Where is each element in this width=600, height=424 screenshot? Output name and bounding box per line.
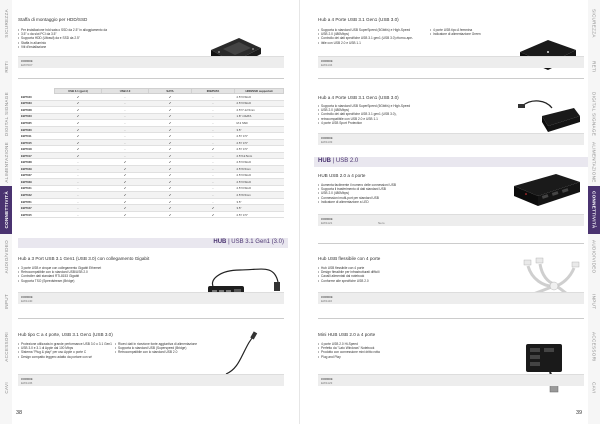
section-title-usb31: HUB | USB 3.1 Gen1 (3.0) xyxy=(213,239,284,245)
left-tab-accessori[interactable]: ACCESSORI xyxy=(3,332,9,362)
feature-cell: ✔ xyxy=(102,192,149,199)
feature-cell: ✔ xyxy=(102,198,149,205)
product-code-cell: EW7038 xyxy=(20,159,55,166)
feature-cell: - xyxy=(192,166,235,173)
feature-cell: - xyxy=(102,94,149,101)
left-tab-audio-video[interactable]: AUDIO/VIDEO xyxy=(3,240,9,274)
page-gutter xyxy=(299,0,300,424)
code-box-hub-typec: CODICE EW1136 xyxy=(18,374,284,386)
product-code-cell: EW7015 xyxy=(20,139,55,146)
feature-cell: - xyxy=(55,205,102,212)
feature-cell: - xyxy=(192,179,235,186)
product-code-cell: EW7041 xyxy=(20,185,55,192)
feature-cell: ✔ xyxy=(55,146,102,153)
feature-cell: - xyxy=(102,120,149,127)
feature-cell: ✔ xyxy=(55,152,102,159)
feature-cell: ✔ xyxy=(149,133,192,140)
divider xyxy=(18,78,284,79)
hdd-support-cell: 3.5" xyxy=(235,126,284,133)
hdd-support-cell: 2.5"/3.5inch xyxy=(235,100,284,107)
hdd-support-cell: 3.5" xyxy=(235,198,284,205)
hdd-support-cell: 2.5"/ 3.5" xyxy=(235,139,284,146)
hdd-support-cell: 2.5"/ 3.5" xyxy=(235,133,284,140)
left-tab-alimentazione[interactable]: ALIMENTAZIONE xyxy=(3,141,9,183)
table-row xyxy=(20,211,284,218)
divider xyxy=(318,78,584,79)
code-box-hub-usb20-4port: CODICE EW1121 Nero xyxy=(318,214,584,226)
feature-cell: - xyxy=(192,94,235,101)
product-code-cell: EW7051 xyxy=(20,198,55,205)
right-tab-input[interactable]: INPUT xyxy=(591,294,597,310)
feature-cell: - xyxy=(192,192,235,199)
product-title-hub-gigabit: Hub a 3 Port USB 3.1 Gen1 (USB 3.0) con collegamento Gigabit xyxy=(18,256,150,261)
feature-cell: ✔ xyxy=(149,185,192,192)
product-code-cell: EW7033 xyxy=(20,100,55,107)
page-number-right: 39 xyxy=(576,410,583,416)
page-number-left: 38 xyxy=(16,410,23,416)
product-features-hub4-b: • Supporta lo standard USB SuperSpeed (5Gbit/s) e High-Speed • USB 2.0 (480Mbps) • Controllo dei dati specifiche USB 3.1 gen1 (USB 3.0), • retrocompatibile con USB 2.0 e USB 1.1 • 4 porte USB Sport Protection xyxy=(318,104,410,125)
feature-cell: ✔ xyxy=(149,100,192,107)
feature-cell: - xyxy=(55,192,102,199)
feature-cell: ✔ xyxy=(149,152,192,159)
hub4-a-image xyxy=(512,30,582,75)
product-code-cell: EW7025 xyxy=(20,120,55,127)
feature-cell: - xyxy=(192,185,235,192)
feature-cell: - xyxy=(192,152,235,159)
feature-cell: ✔ xyxy=(102,185,149,192)
hdd-support-cell: 2.5"/9.5mm xyxy=(235,192,284,199)
hub-usb20-4port-image xyxy=(508,168,584,214)
feature-cell: - xyxy=(192,126,235,133)
feature-cell: ✔ xyxy=(149,192,192,199)
feature-cell: - xyxy=(192,100,235,107)
divider xyxy=(18,318,284,319)
section-banner-usb20 xyxy=(314,157,588,167)
feature-cell: ✔ xyxy=(192,205,235,212)
feature-cell: - xyxy=(192,107,235,114)
feature-cell: - xyxy=(102,100,149,107)
hdd-support-cell: M.2 SSD xyxy=(235,120,284,127)
feature-cell: ✔ xyxy=(102,172,149,179)
left-category-sidebar xyxy=(0,0,12,424)
hdd-support-cell: 2.5"/9.5mm xyxy=(235,166,284,173)
hdd-support-cell: 2.5"/3.5inch xyxy=(235,172,284,179)
feature-cell: ✔ xyxy=(149,126,192,133)
left-tab-digital-signage[interactable]: DIGITAL SIGNAGE xyxy=(3,91,9,137)
product-title-hub-usb20-4port: HUB USB 2.0 a 4 porte xyxy=(318,173,366,178)
feature-cell: ✔ xyxy=(149,159,192,166)
product-title-hub4-a: Hub a 4 Porte USB 3.1 Gen1 (USB 3.0) xyxy=(318,17,399,22)
product-title-flex-hub: Hub USB flessibile con 4 porte xyxy=(318,256,381,261)
feature-cell: - xyxy=(102,139,149,146)
code-box-hub4-b: CODICE EW1133 xyxy=(318,133,584,145)
feature-cell: - xyxy=(192,159,235,166)
section-title-usb20: HUB | USB 2.0 xyxy=(318,158,359,164)
feature-cell: ✔ xyxy=(102,179,149,186)
product-code-cell: EW7018 xyxy=(20,146,55,153)
table-header-usb31: USB 3.1 (gen1) xyxy=(55,89,102,94)
right-tab-accessori[interactable]: ACCESSORI xyxy=(591,332,597,362)
feature-cell: - xyxy=(192,133,235,140)
feature-cell: - xyxy=(102,107,149,114)
right-tab-connettivita[interactable]: CONNETTIVITÀ xyxy=(588,186,600,234)
table-body xyxy=(20,94,284,218)
feature-cell: - xyxy=(55,159,102,166)
product-features-mini-hub: • 4 porte USB 2.0 Hi-Speed • Perfetto da "Lato Windows" Notebook • Prodotto con connessione mini dritto rotta • Plug and Play xyxy=(318,342,380,359)
product-code-cell: EW7027 xyxy=(20,172,55,179)
hdd-support-cell: 2.5"/3.5inch xyxy=(235,179,284,186)
feature-cell: ✔ xyxy=(149,205,192,212)
feature-cell: ✔ xyxy=(55,100,102,107)
feature-cell: - xyxy=(102,133,149,140)
feature-cell: ✔ xyxy=(55,113,102,120)
feature-cell: - xyxy=(55,166,102,173)
feature-cell: ✔ xyxy=(149,172,192,179)
left-tab-cavi[interactable]: CAVI xyxy=(3,382,9,394)
feature-cell: ✔ xyxy=(149,107,192,114)
code-box-mini-hub: CODICE EW1123 xyxy=(318,374,584,386)
hdd-bracket-image xyxy=(205,30,265,75)
hdd-support-cell: 2.5"/12.5mm xyxy=(235,152,284,159)
feature-cell: - xyxy=(102,126,149,133)
table-header-usb20: USB 2.0 xyxy=(102,89,149,94)
feature-cell: - xyxy=(192,113,235,120)
feature-cell: ✔ xyxy=(149,146,192,153)
hdd-support-cell: 2.5"/3.5inch xyxy=(235,159,284,166)
product-title-mini-hub: Mini HUB USB 2.0 a 4 porte xyxy=(318,332,376,337)
left-tab-sicurezza[interactable]: SICUREZZA xyxy=(3,8,9,38)
hdd-support-cell: 2.5"/ 3.5" xyxy=(235,211,284,218)
product-features-hub-typec-a: • Protezione utilizzata in grande performance USB 3.0 o 3.1 Gen1 • USB 3.0 e 3.1 di Apple dal 100 Mbps • Sistema "Plug & play" per uso Apple o porte C • Design compatto leggero adatto da portare con sé xyxy=(18,342,112,359)
product-code-cell: EW7040 xyxy=(20,94,55,101)
feature-cell: ✔ xyxy=(55,107,102,114)
feature-cell: ✔ xyxy=(149,113,192,120)
feature-cell: ✔ xyxy=(149,120,192,127)
product-code-cell: EW7011 xyxy=(20,133,55,140)
feature-cell: ✔ xyxy=(102,211,149,218)
code-box-hub4-a: CODICE EW1134 xyxy=(318,56,584,68)
feature-cell: ✔ xyxy=(55,133,102,140)
product-code-cell: EW7042 xyxy=(20,192,55,199)
right-tab-cavi[interactable]: CAVI xyxy=(591,382,597,394)
feature-cell: ✔ xyxy=(102,159,149,166)
product-title-hdd-bracket: Staffa di montaggio per HDD/SSD xyxy=(18,17,88,22)
feature-cell: - xyxy=(192,198,235,205)
left-tab-reti[interactable]: RETI xyxy=(3,61,9,73)
hdd-support-cell: 3.5" xyxy=(235,205,284,212)
product-features-hub-gigabit: • 3 porte USB e cinque con collegamento Gigabit Ethernet • Retrocompatibile con lo standard USB/USB 2.0 • Controller dati standard RTL8153 Gigabit • Supporta TSO (Speedstream (Bridge) xyxy=(18,266,101,283)
hdd-support-cell: 2.5"/7-12.5mm xyxy=(235,107,284,114)
feature-cell: - xyxy=(55,185,102,192)
feature-cell: - xyxy=(55,179,102,186)
feature-cell: ✔ xyxy=(102,166,149,173)
table-header-ide: IDE/PATA xyxy=(192,89,235,94)
feature-cell: - xyxy=(55,172,102,179)
product-title-hub4-b: Hub a 4 Porte USB 3.1 Gen1 (USB 3.0) xyxy=(318,95,399,100)
feature-cell: - xyxy=(102,113,149,120)
left-tab-input[interactable]: INPUT xyxy=(3,294,9,310)
product-code-cell: EW7049 xyxy=(20,166,55,173)
product-code-cell: EW7029 xyxy=(20,179,55,186)
color-label: Nero xyxy=(378,221,385,225)
feature-cell: - xyxy=(192,120,235,127)
product-code-cell: EW7017 xyxy=(20,152,55,159)
feature-cell: ✔ xyxy=(55,126,102,133)
right-category-sidebar xyxy=(588,0,600,424)
right-tab-digital-signage[interactable]: DIGITAL SIGNAGE xyxy=(591,91,597,137)
feature-cell: - xyxy=(55,211,102,218)
right-tab-reti[interactable]: RETI xyxy=(591,61,597,73)
product-code-cell: EW7047 xyxy=(20,205,55,212)
feature-cell: ✔ xyxy=(102,205,149,212)
feature-cell: ✔ xyxy=(149,179,192,186)
table-header-hdd: HDD/SSD supportati xyxy=(235,89,284,94)
feature-cell: ✔ xyxy=(192,146,235,153)
section-banner-usb31 xyxy=(18,238,288,248)
feature-cell: ✔ xyxy=(55,139,102,146)
right-tab-alimentazione[interactable]: ALIMENTAZIONE xyxy=(591,141,597,183)
product-code-cell: EW7028 xyxy=(20,107,55,114)
enclosure-spec-table xyxy=(20,88,284,218)
hdd-support-cell: 2.5"/3.5inch xyxy=(235,185,284,192)
feature-cell: - xyxy=(55,198,102,205)
divider xyxy=(318,243,584,244)
product-features-hub4-a-extra: • 4 porte USB tipo A femmina • Indicatore di alimentazione Green xyxy=(430,28,481,36)
product-code-cell: EW7015 xyxy=(20,211,55,218)
right-tab-sicurezza[interactable]: SICUREZZA xyxy=(591,8,597,38)
divider xyxy=(318,318,584,319)
feature-cell: - xyxy=(102,152,149,159)
feature-cell: ✔ xyxy=(55,94,102,101)
product-features-hub-usb20-4port: • Aumenta facilmente il numero delle connessioni USB • Supporta il trasferimento di dati standard USB • USB 2.0 (480Mbps) • Connessioni multi-port per standard USB • Indicatore di alimentazione a LED xyxy=(318,183,396,204)
product-features-flex-hub: • Hub USB flessibile con 4 porte • Design flessibile per infrastrutturati difficili • Cavalli alimentati dal notebook • Conforme alle specifiche USB 2.0 xyxy=(318,266,379,283)
right-tab-audio-video[interactable]: AUDIO/VIDEO xyxy=(591,240,597,274)
table-header-sata: SATA xyxy=(149,89,192,94)
product-code-cell: EW7023 xyxy=(20,113,55,120)
product-title-hub-typec: Hub tipo C a 4 porte, USB 3.1 Gen1 (USB 3.0) xyxy=(18,332,113,337)
feature-cell: ✔ xyxy=(55,120,102,127)
feature-cell: ✔ xyxy=(149,198,192,205)
product-features-hub-typec-b: • Ricevi dati in ricezione fonte aggiuntiva di alimentazione • Supporta lo standard USB (Superspeed (Bridge) • Retrocompatibile con lo standard USB 2.0 xyxy=(115,342,197,355)
feature-cell: ✔ xyxy=(149,139,192,146)
hdd-support-cell: 1.8" mSATA xyxy=(235,113,284,120)
feature-cell: ✔ xyxy=(192,211,235,218)
hdd-support-cell: 2.5"/ 3.5" xyxy=(235,146,284,153)
feature-cell: - xyxy=(192,172,235,179)
code-box-hdd-bracket: CODICE EW7007 xyxy=(18,56,284,68)
feature-cell: ✔ xyxy=(149,94,192,101)
product-code-cell: EW7030 xyxy=(20,126,55,133)
left-tab-connettivita[interactable]: CONNETTIVITÀ xyxy=(0,186,12,234)
hdd-support-cell: 2.5"/3.5inch xyxy=(235,94,284,101)
feature-cell: ✔ xyxy=(149,211,192,218)
feature-cell: ✔ xyxy=(149,166,192,173)
feature-cell: - xyxy=(102,146,149,153)
code-box-hub-gigabit: CODICE EW1140 xyxy=(18,292,284,304)
feature-cell: - xyxy=(192,139,235,146)
product-features-hub4-a: • Supporta lo standard USB SuperSpeed (5Gbit/s) e High-Speed • USB 2.0 (480Mbps) • Controllo dei dati specifiche USB 3.1 gen1 (USB 3.0) ritorno-ape- • ibile con USB 2.0 e USB 1.1 xyxy=(318,28,413,45)
product-features-hdd-bracket: • Per installazione hdd sata o SSD da 2.5" in alloggiamento da • 3.5" o da slot PCI da 3.5" • Supporta HDD (Ultrasil) da e SSD da 2.5" • Staffa in alluminio • Viti d'installazione xyxy=(18,28,107,49)
code-box-flex-hub: CODICE EW1116 xyxy=(318,292,584,304)
